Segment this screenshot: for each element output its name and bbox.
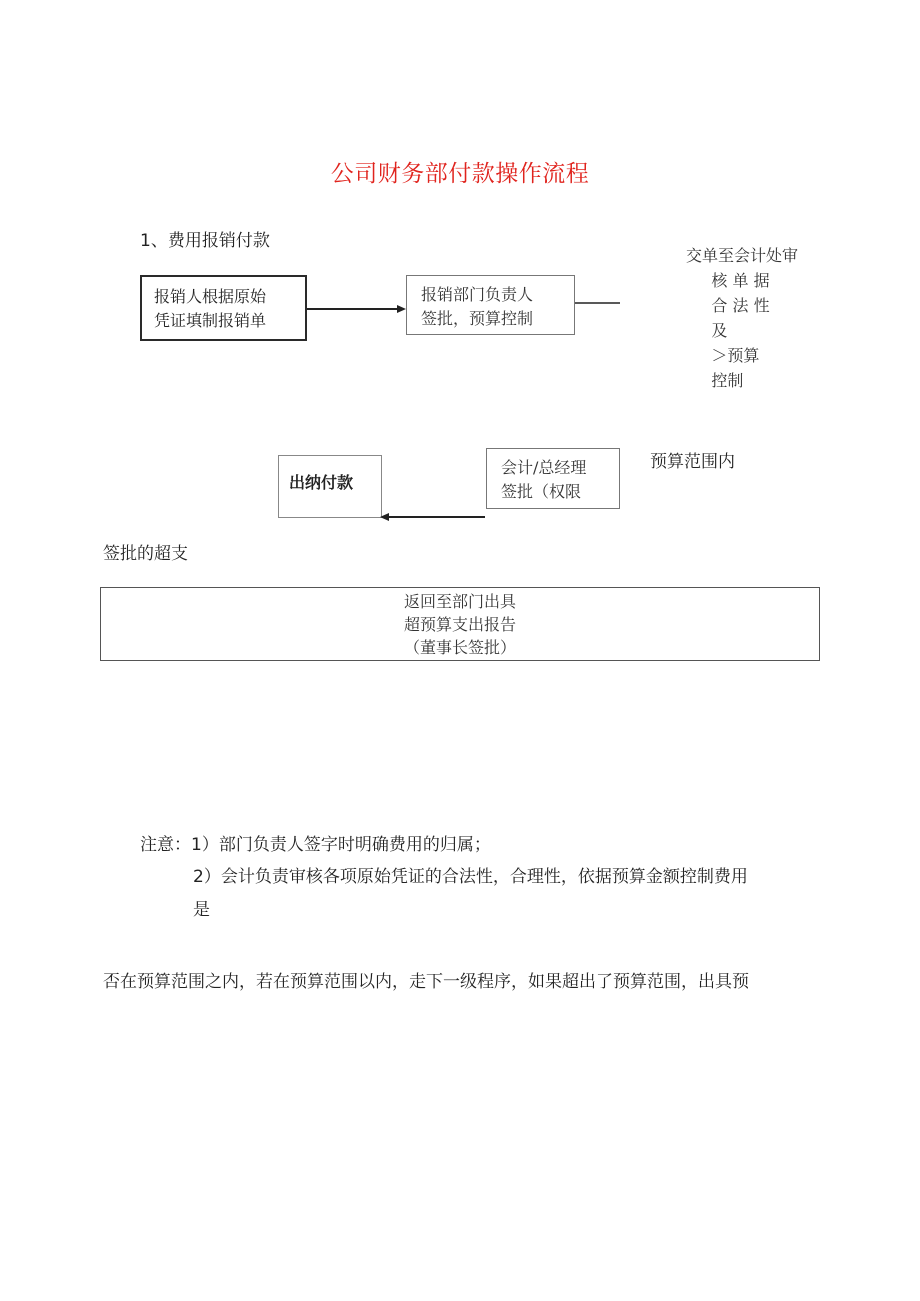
return-report-box bbox=[100, 587, 820, 661]
arrow-head-icon bbox=[380, 513, 389, 521]
audit-note-line: 交单至会计处审 bbox=[686, 246, 799, 265]
flow-box-text: 凭证填制报销单 bbox=[154, 311, 267, 330]
flow-box-text: 签批，预算控制 bbox=[421, 309, 534, 328]
flow-box-dept-approval bbox=[406, 275, 575, 335]
audit-note-line: 及 bbox=[686, 321, 728, 340]
flow-box-text: 会计/总经理 bbox=[501, 458, 587, 477]
flow-box-cashier-payment: 出纳付款 bbox=[278, 455, 382, 518]
audit-note-line: 控制 bbox=[686, 371, 744, 390]
flow-box-text: 签批（权限 bbox=[501, 482, 582, 501]
page-title: 公司财务部付款操作流程 bbox=[330, 161, 590, 187]
overbudget-label: 签批的超支 bbox=[103, 544, 188, 564]
arrow-head-icon bbox=[397, 305, 406, 313]
paragraph: 否在预算范围之内，若在预算范围以内，走下一级程序，如果超出了预算范围，出具预 bbox=[103, 972, 749, 992]
audit-note-line: ＞预算 bbox=[686, 346, 760, 365]
return-line: （董事长签批） bbox=[403, 638, 516, 657]
flow-box-accountant-approval bbox=[486, 448, 620, 509]
flow-box-text: 报销人根据原始 bbox=[154, 287, 267, 306]
flow-box-text: 报销部门负责人 bbox=[421, 285, 534, 304]
flow-arrow-bottom bbox=[375, 508, 490, 524]
audit-note bbox=[686, 243, 798, 393]
return-line: 返回至部门出具 bbox=[403, 592, 516, 611]
note-1: 注意：1）部门负责人签字时明确费用的归属； bbox=[140, 835, 491, 855]
flow-box-reimbursement-form bbox=[140, 275, 307, 341]
budget-range-label: 预算范围内 bbox=[650, 452, 735, 472]
section-heading: 1、费用报销付款 bbox=[140, 231, 270, 251]
note-2-continued: 是 bbox=[193, 900, 210, 920]
audit-note-line: 核 单 据 bbox=[686, 271, 770, 290]
return-line: 超预算支出报告 bbox=[403, 615, 516, 634]
note-2: 2）会计负责审核各项原始凭证的合法性，合理性，依据预算金额控制费用 bbox=[193, 867, 748, 887]
audit-note-line: 合 法 性 bbox=[686, 296, 770, 315]
